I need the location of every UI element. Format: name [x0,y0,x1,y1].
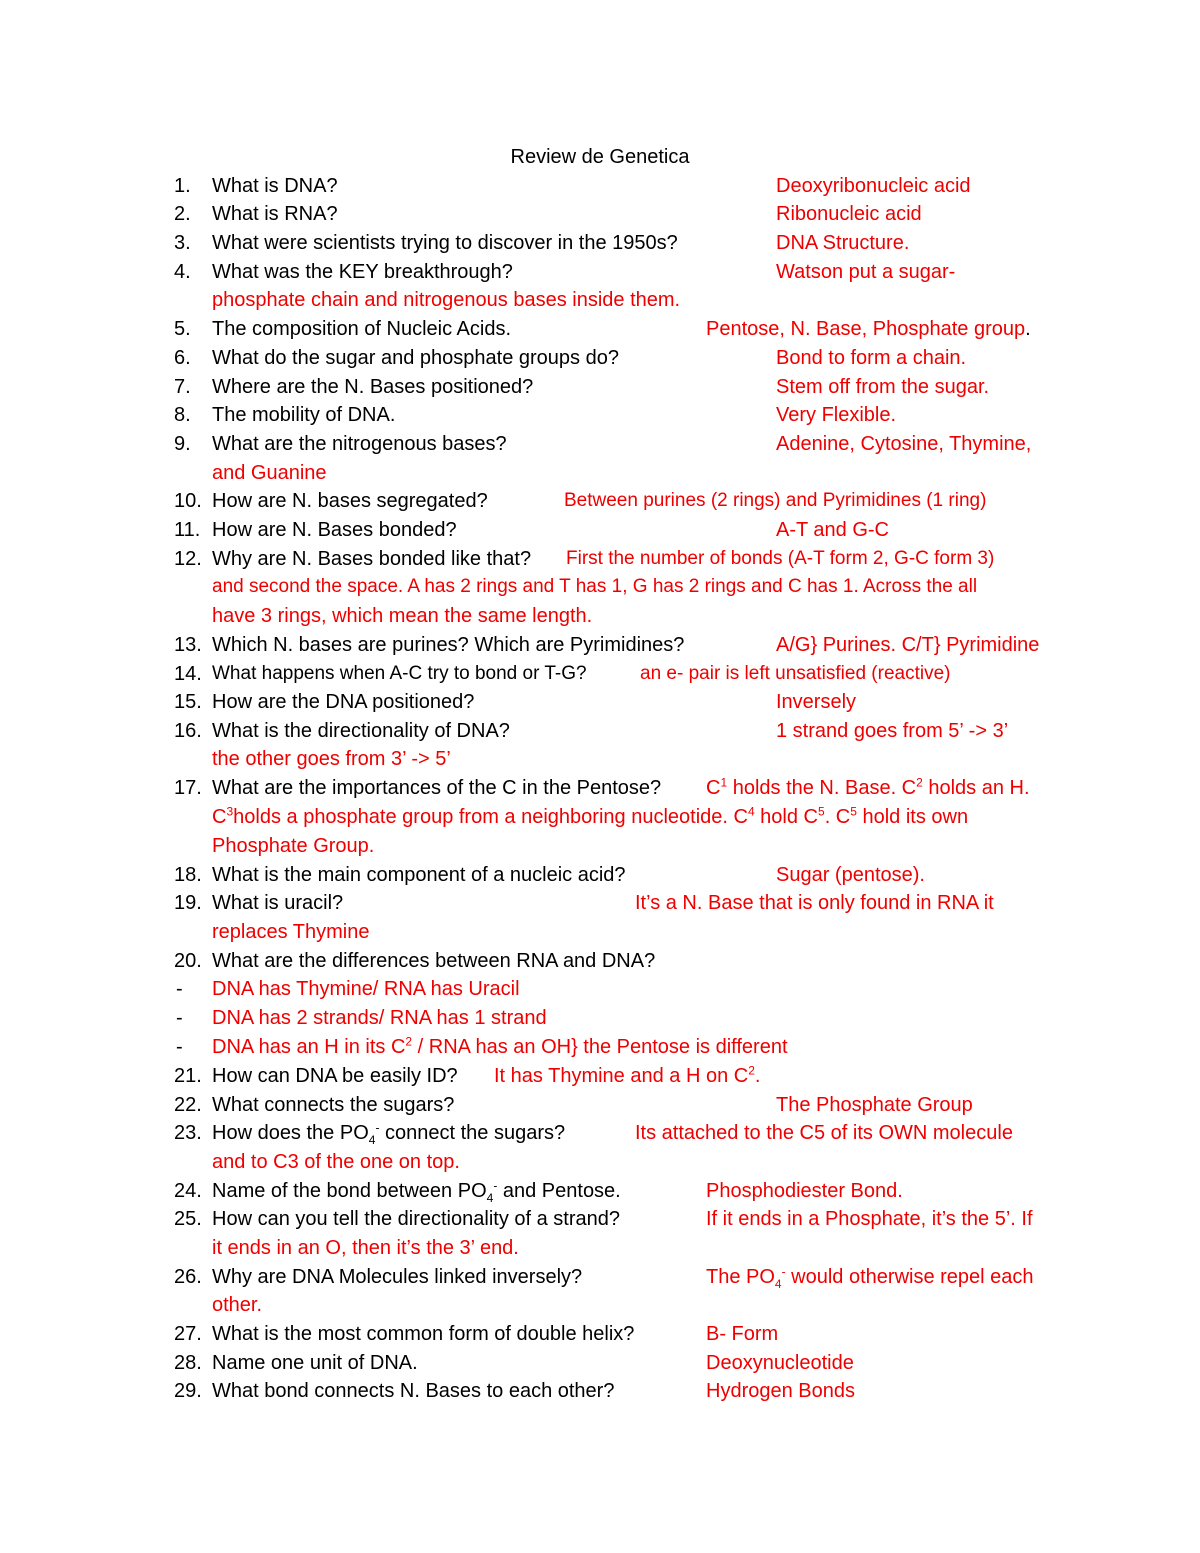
item-number: 15. [174,691,202,713]
item-number: 11. [174,519,201,541]
question: What happens when A-C try to bond or T-G? [212,663,587,684]
question: The mobility of DNA. [212,404,396,426]
answer: Hydrogen Bonds [706,1380,855,1402]
question: How can DNA be easily ID? [212,1065,458,1087]
item-number: 3. [174,232,191,254]
item-number: 18. [174,864,202,886]
question: Where are the N. Bases positioned? [212,376,534,398]
item-number: 19. [174,892,202,914]
item-number: 1. [174,175,191,197]
answer: Its attached to the C5 of its OWN molecule [635,1122,1013,1144]
question: What are the differences between RNA and DNA? [212,950,656,972]
question: Why are DNA Molecules linked inversely? [212,1266,583,1288]
answer: Bond to form a chain. [776,347,967,369]
question: What connects the sugars? [212,1094,455,1116]
question: What is the most common form of double helix? [212,1323,635,1345]
question: How can you tell the directionality of a strand? [212,1208,620,1230]
question: How are the DNA positioned? [212,691,475,713]
question: How does the $PO_4^-$ connect the sugars? [212,1120,566,1147]
answer: The $PO_4^-$ would otherwise repel each [706,1264,1034,1291]
item-number: 21. [174,1065,202,1087]
item-number: 28. [174,1352,202,1374]
item-number: 12. [174,548,202,570]
question: What is the main component of a nucleic acid? [212,864,626,886]
answer: Watson put a sugar- [776,261,956,283]
question: What were scientists trying to discover in the 1950s? [212,232,678,254]
answer: Phosphodiester Bond. [706,1180,903,1202]
answer: It has Thymine and a H on $C^2$. [494,1063,761,1087]
answer: It’s a N. Base that is only found in RNA it [635,892,994,914]
question: What is DNA? [212,175,338,197]
item-number: 17. [174,777,202,799]
answer: Between purines (2 rings) and Pyrimidines (1 ring) [564,490,987,511]
item-number: 25. [174,1208,202,1230]
answer: B- Form [706,1323,779,1345]
item-number: 13. [174,634,202,656]
question: Why are N. Bases bonded like that? [212,548,532,570]
item-number: 6. [174,347,191,369]
item-number: 23. [174,1122,202,1144]
item-number: 24. [174,1180,202,1202]
answer: Adenine, Cytosine, Thymine, [776,433,1032,455]
question: The composition of Nucleic Acids. [212,318,512,340]
answer: A-T and G-C [776,519,889,541]
question: What is RNA? [212,203,338,225]
answer: Very Flexible. [776,404,897,426]
question: Which N. bases are purines? Which are Pyrimidines? [212,634,685,656]
answer: Deoxynucleotide [706,1352,854,1374]
answer: A/G} Purines. C/T} Pyrimidine [776,634,1040,656]
question: What was the KEY breakthrough? [212,261,513,283]
question: What are the importances of the C in the Pentose? [212,777,662,799]
answer: If it ends in a Phosphate, it’s the 5’. If [706,1208,1033,1230]
item-number: 7. [174,376,191,398]
question: What bond connects N. Bases to each other? [212,1380,615,1402]
answer: Stem off from the sugar. [776,376,990,398]
item-number: 22. [174,1094,202,1116]
question: What are the nitrogenous bases? [212,433,507,455]
question: Name one unit of DNA. [212,1352,418,1374]
item-number: 10. [174,490,202,512]
item-number: 9. [174,433,191,455]
answer: DNA Structure. [776,232,910,254]
item-number: 26. [174,1266,202,1288]
answer: Ribonucleic acid [776,203,922,225]
answer: Sugar (pentose). [776,864,925,886]
question: What is uracil? [212,892,344,914]
document-page: Review de Genetica 1. What is DNA? Deoxyribonucleic acid 2. What is RNA? Ribonucleic acid 3. What were scientists trying to discover in the 1950s? DNA Structure. 4. What was the KEY breakthrough? Watson put a sugar- phosphate chain and nitrogenous bases inside them. 5. The composition of Nucleic Acids. Pentose, N. Base, Phosphate group. 6. What do the sugar and phosphate groups do? Bond to form a chain. 7. Where are the N. Bases positioned? Stem off from the sugar. 8. The mobility of DNA. Very Flexible. 9. What are the nitrogenous bases? Adenine, Cytosine, Thymine, and Guanine 10. How are N. bases segregated? Between purines (2 rings) and Pyrimidines (1 ring) 11. How are N. Bases bonded? A-T and G-C 12. Why are N. Bases bonded like that? First the number of bonds (A-T form 2, G-C form 3) and second the space. A has 2 rings and T has 1, G has 2 rings and C has 1. Across the all have 3 rings, which mean the same length. 13. Which N. bases are purines? Which are Pyrimidines? A/G} Purines. C/T} Pyrimidine 14. What happens when A-C try to bond or T-G? an e- pair is left unsatisfied (reactive) 15. How are the DNA positioned? Inversely 16. What is the directionality of DNA? 1 strand goes from 5’ -> 3’ the other goes from 3’ -> 5’ 17. What are the importances of the C in the Pentose? $C^1$ holds the N. Base. $C^2$ holds an H. $C^3holds$ a phosphate group from a neighboring nucleotide. $C^4$ hold $C^5$. $C^5$ hold its own Phosphate Group. 18. What is the main component of a nucleic acid? Sugar (pentose). 19. What is uracil? It’s a N. Base that is only found in RNA it replaces Thymine 20. What are the differences between RNA and DNA? - DNA has Thymine/ RNA has Uracil - DNA has 2 strands/ RNA has 1 strand - DNA has an H in its $C^2$ / RNA has an OH} the Pentose is different 21. How can DNA be easily ID? It has Thymine and a H on $C^2$. 22. What connects the sugars? The Phosphate Group 23. How does the $PO_4^-$ connect the sugars? Its attached to the C5 of its OWN molecule and to C3 of the one on top. 24. Name of the bond between $PO_4^-$ and Pentose. Phosphodiester Bond. 25. How can you tell the directionality of a strand? If it ends in a Phosphate, it’s the 5’. If it ends in an O, then it’s the 3’ end. 26. Why are DNA Molecules linked inversely? The $PO_4^-$ would otherwise repel each other. 27. What is the most common form of double helix? B- Form 28. Name one unit of DNA. Deoxynucleotide 29. What bond connects N. Bases to each other? Hydrogen Bonds [0,0,1200,1553]
answer: Deoxyribonucleic acid [776,175,971,197]
item-number: 27. [174,1323,202,1345]
question: What do the sugar and phosphate groups do? [212,347,619,369]
item-number: 29. [174,1380,202,1402]
item-number: 8. [174,404,191,426]
answer: $C^1$ holds the N. Base. $C^2$ holds an H. [706,775,1030,799]
answer: Inversely [776,691,857,713]
answer: First the number of bonds (A-T form 2, G-C form 3) [566,548,995,569]
item-number: 14. [174,663,202,685]
answer: an e- pair is left unsatisfied (reactive) [640,663,951,684]
question: How are N. bases segregated? [212,490,488,512]
answer: Pentose, N. Base, Phosphate group [706,318,1026,340]
question: What is the directionality of DNA? [212,720,510,742]
item-number: 20. [174,950,202,972]
question: Name of the bond between $PO_4^-$ and Pentose. [212,1178,621,1205]
item-number: 2. [174,203,191,225]
answer: The Phosphate Group [776,1094,973,1116]
item-number: 4. [174,261,191,283]
document-title: Review de Genetica [510,146,690,168]
item-number: 5. [174,318,191,340]
question: How are N. Bases bonded? [212,519,457,541]
item-number: 16. [174,720,202,742]
answer: 1 strand goes from 5’ -> 3’ [776,720,1009,742]
